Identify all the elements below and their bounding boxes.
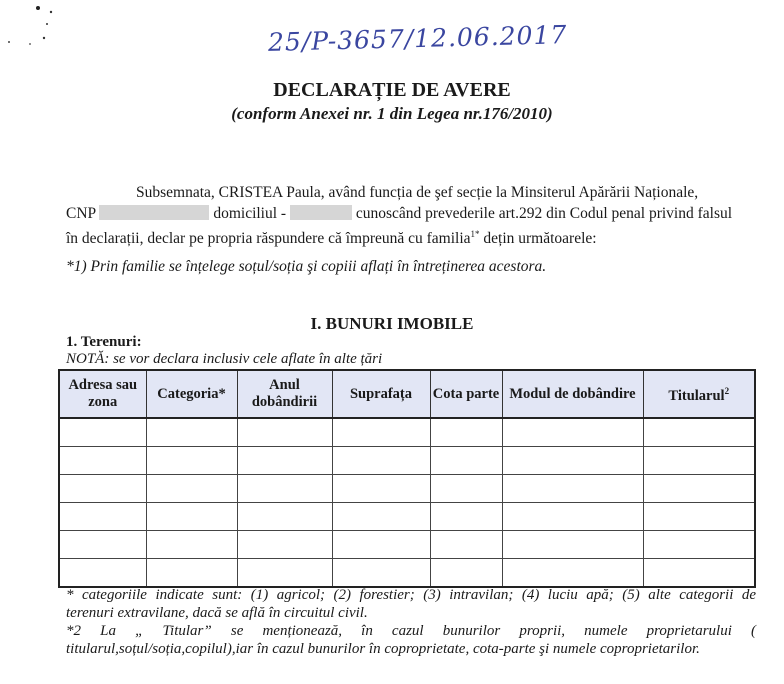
land-heading: 1. Terenuri: bbox=[66, 334, 142, 350]
document-subtitle: (conform Anexei nr. 1 din Legea nr.176/2010) bbox=[231, 104, 553, 123]
col-header-address: Adresa sau zona bbox=[59, 370, 146, 418]
declaration-paragraph bbox=[66, 182, 756, 249]
table-row bbox=[59, 418, 755, 447]
holder-label: Titularul bbox=[668, 387, 725, 404]
section-title: I. BUNURI IMOBILE bbox=[310, 314, 474, 333]
table-row bbox=[59, 475, 755, 503]
domicile-redaction bbox=[290, 205, 352, 220]
col-header-holder bbox=[643, 370, 755, 418]
categories-note-line-1: * categoriile indicate sunt: (1) agricol; (2) forestier; (3) intravilan; (4) luciu apă; (5) alte categorii de bbox=[66, 587, 756, 603]
categories-note-line-2: terenuri extravilane, dacă se află în circuitul civil. bbox=[66, 605, 368, 621]
declaration-line-2-rest: cunoscând prevederile art.292 din Codul penal privind falsul bbox=[355, 205, 733, 222]
declaration-line-3-text: în declarații, declar pe propria răspundere că împreună cu familia bbox=[66, 230, 471, 248]
table-row bbox=[59, 503, 755, 531]
holder-note-line-2: titularul,soțul/soția,copilul),iar în cazul bunurilor în coproprietate, cota-parte şi numele coproprietarilor. bbox=[66, 641, 700, 657]
holder-note-line-1: *2 La „ Titular” se menționează, în cazul bunurilor proprii, numele proprietarului ( bbox=[66, 623, 756, 639]
cnp-label: CNP bbox=[66, 205, 96, 222]
col-header-acquisition: Modul de dobândire bbox=[502, 370, 643, 418]
family-footnote: *1) Prin familie se înțelege soțul/soția şi copiii aflați în întreținerea acestora. bbox=[66, 258, 547, 275]
document-title: DECLARAȚIE DE AVERE bbox=[273, 79, 511, 101]
land-note: NOTĂ: se vor declara inclusiv cele aflate în alte țări bbox=[66, 351, 383, 367]
table-row bbox=[59, 559, 755, 588]
handwritten-registration-number: 25/P-3657/12.06.2017 bbox=[267, 20, 568, 57]
declaration-line-1: Subsemnata, CRISTEA Paula, având funcția de şef secție la Minsiterul Apărării Naționale, bbox=[136, 184, 699, 201]
table-row bbox=[59, 531, 755, 559]
col-header-share: Cota parte bbox=[430, 370, 502, 418]
cnp-redaction bbox=[99, 205, 209, 220]
table-header-row bbox=[59, 370, 755, 418]
declaration-line-3-end: dețin următoarele: bbox=[479, 230, 597, 248]
declaration-line-2 bbox=[66, 203, 756, 224]
col-header-year: Anul dobândirii bbox=[237, 370, 332, 418]
col-header-category: Categoria* bbox=[146, 370, 237, 418]
declaration-line-3 bbox=[66, 224, 756, 249]
footnote-marker-2: 2 bbox=[724, 386, 730, 397]
domicile-label: domiciliul - bbox=[213, 205, 287, 222]
land-table bbox=[58, 369, 756, 588]
scan-specks bbox=[0, 0, 70, 60]
col-header-area: Suprafața bbox=[332, 370, 430, 418]
table-row bbox=[59, 447, 755, 475]
footnote-marker-1: 1* bbox=[470, 229, 480, 239]
table-footnotes bbox=[66, 586, 756, 658]
